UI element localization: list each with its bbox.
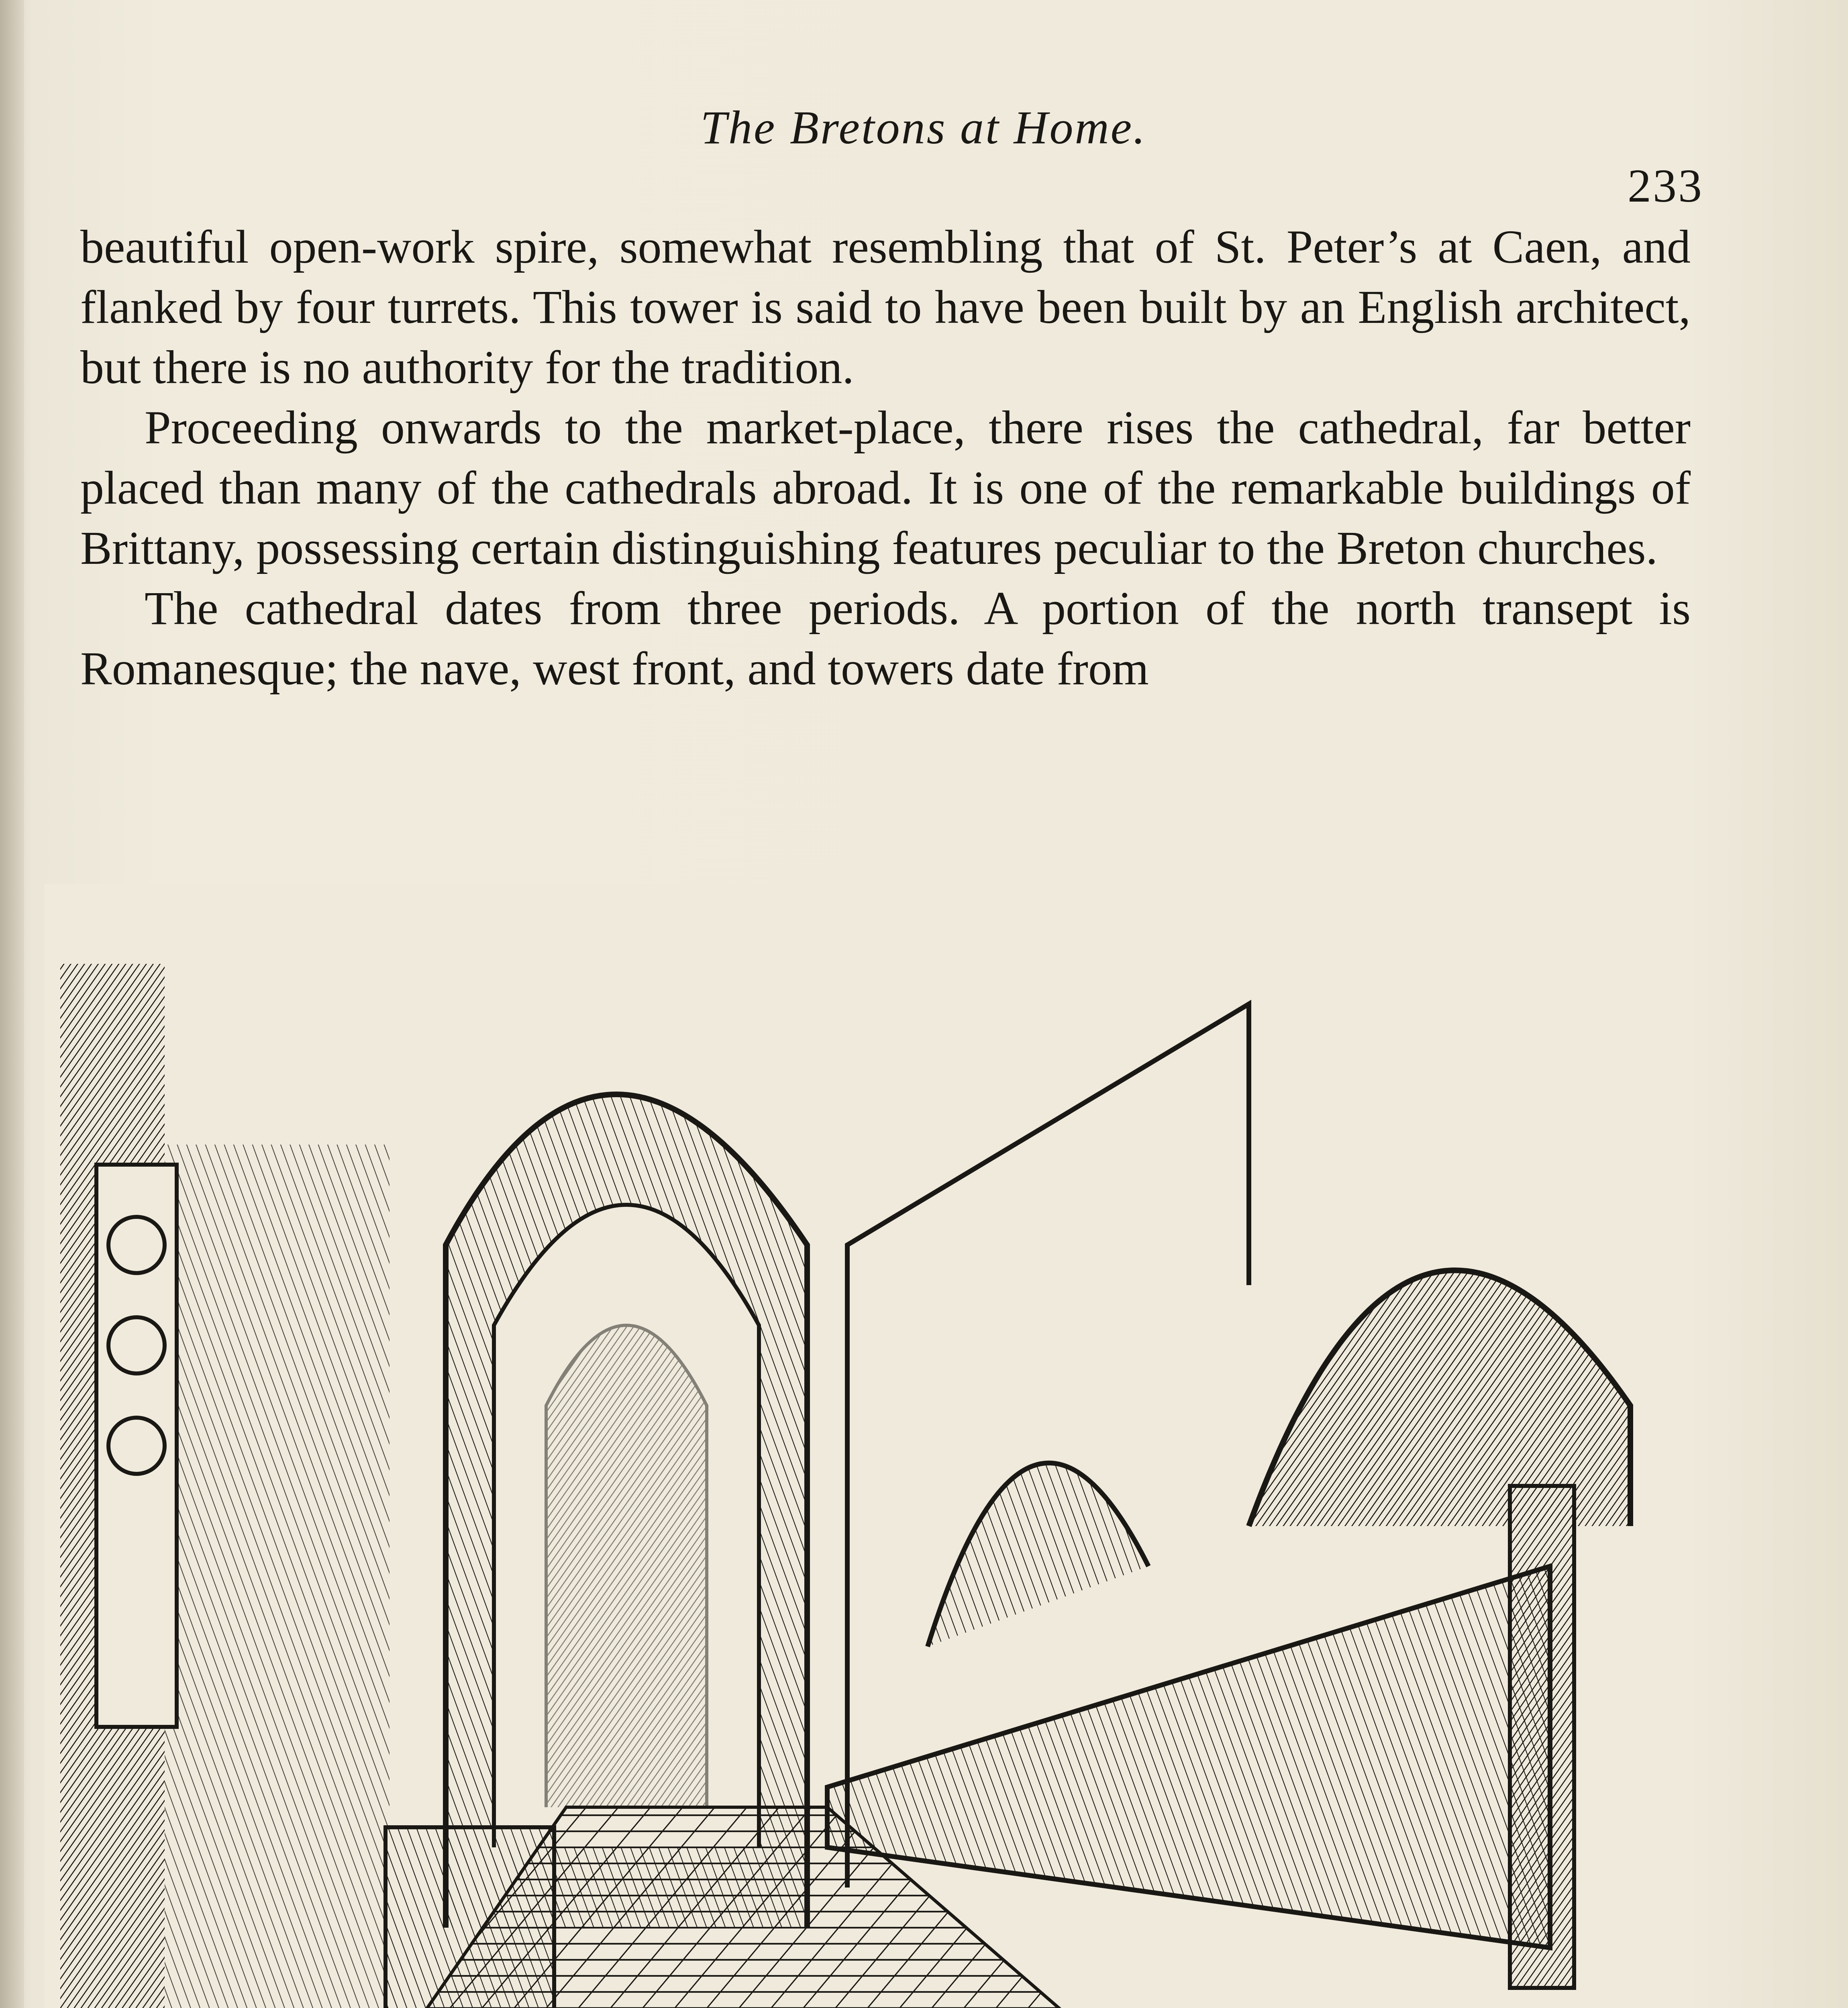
cathedral-interior-illustration [44,884,1695,2008]
running-title: The Bretons at Home. [700,101,1147,154]
engraving-drawing [44,884,1695,2008]
text-block-top [80,217,1691,699]
foreground-stall-end [386,1827,554,2008]
paragraph-spire: beautiful open-work spire, somewhat resembling that of St. Peter’s at Caen, and flanked by four turrets. This tower is said to have been built by an English architect, but there is no authority for the tradition. [80,220,1691,394]
paragraph-cathedral-periods: The cathedral dates from three periods. A portion of the north transept is Romanesque; the nave, west front, and towers date from [80,582,1691,695]
book-spine-edge [0,0,24,2008]
page-number: 233 [1628,159,1703,212]
left-choir-stalls [165,1145,390,2008]
paragraph-market-place: Proceeding onwards to the market-place, there rises the cathedral, far better placed than many of the cathedrals abroad. It is one of the remarkable buildings of Brittany, possessing certain distinguishing features peculiar to the Breton churches. [80,401,1691,574]
